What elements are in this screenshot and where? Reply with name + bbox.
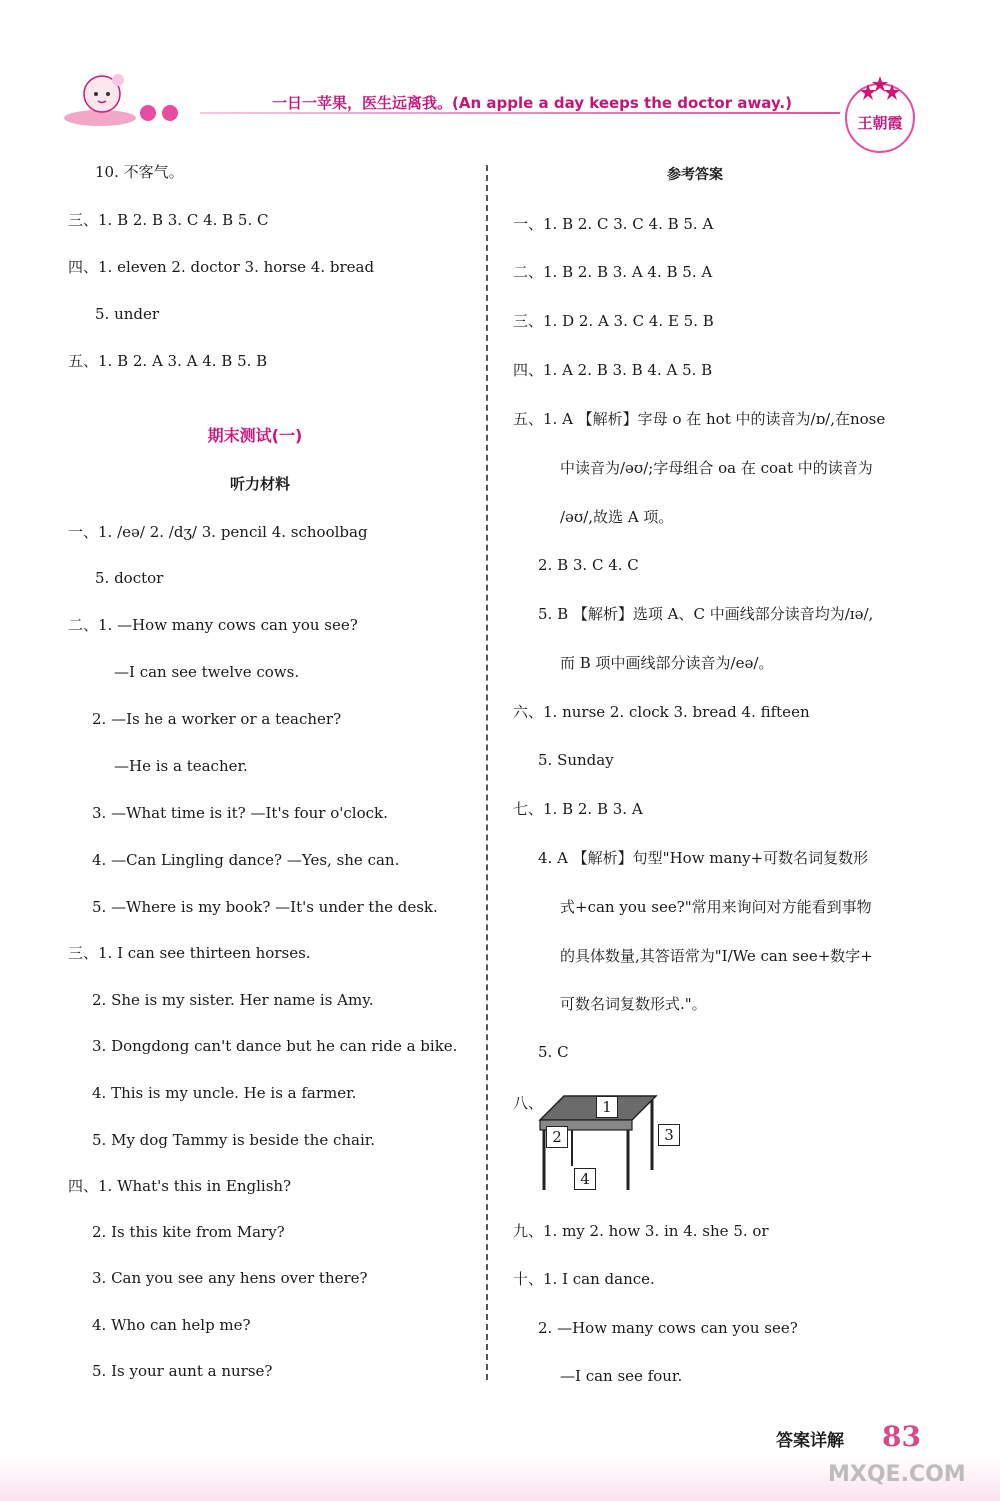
section-title: 期末测试(一) bbox=[207, 426, 303, 445]
left-line: 3. —What time is it? —It's four o'clock. bbox=[92, 804, 388, 822]
desk-figure bbox=[520, 1090, 690, 1200]
left-line: 四、1. eleven 2. doctor 3. horse 4. bread bbox=[68, 258, 375, 276]
left-line: 四、1. What's this in English? bbox=[68, 1177, 292, 1195]
left-line: 2. —Is he a worker or a teacher? bbox=[92, 710, 342, 728]
left-line: 2. Is this kite from Mary? bbox=[92, 1223, 285, 1241]
left-line: 3. Can you see any hens over there? bbox=[92, 1269, 368, 1287]
footer-label: 答案详解 bbox=[776, 1431, 844, 1451]
right-line: —I can see four. bbox=[560, 1367, 683, 1385]
right-line: 五、1. A 【解析】字母 o 在 hot 中的读音为/ɒ/,在nose bbox=[513, 410, 886, 428]
left-line: 5. Is your aunt a nurse? bbox=[92, 1362, 273, 1380]
header-dots bbox=[140, 105, 184, 125]
right-line: 的具体数量,其答语常为"I/We can see+数字+ bbox=[560, 947, 873, 965]
left-line: 三、1. I can see thirteen horses. bbox=[68, 944, 311, 962]
figure-box-4: 4 bbox=[574, 1168, 596, 1190]
baby-mascot-icon bbox=[60, 70, 140, 128]
left-line: 4. Who can help me? bbox=[92, 1316, 251, 1334]
right-line: 中读音为/əʊ/;字母组合 oa 在 coat 中的读音为 bbox=[560, 459, 873, 477]
right-line: 4. A 【解析】句型"How many+可数名词复数形 bbox=[538, 849, 869, 867]
left-line: 2. She is my sister. Her name is Amy. bbox=[92, 991, 374, 1009]
left-line: 3. Dongdong can't dance but he can ride a bike. bbox=[92, 1037, 458, 1055]
right-line: 一、1. B 2. C 3. C 4. B 5. A bbox=[513, 215, 714, 233]
left-line: 10. 不客气。 bbox=[95, 163, 184, 181]
left-line: —He is a teacher. bbox=[114, 757, 248, 775]
answers-title: 参考答案 bbox=[667, 167, 723, 183]
publisher-logo bbox=[838, 72, 922, 156]
figure-box-1: 1 bbox=[596, 1096, 618, 1118]
left-line: 5. doctor bbox=[95, 569, 164, 587]
left-line: 5. under bbox=[95, 305, 160, 323]
watermark-text: MXQE.COM bbox=[828, 1462, 966, 1487]
right-line: 5. B 【解析】选项 A、C 中画线部分读音均为/ɪə/, bbox=[538, 605, 874, 623]
page-number: 83 bbox=[882, 1420, 921, 1453]
right-line: /əʊ/,故选 A 项。 bbox=[560, 508, 674, 526]
right-line: 可数名词复数形式."。 bbox=[560, 995, 707, 1013]
right-line: 2. —How many cows can you see? bbox=[538, 1319, 798, 1337]
right-line: 九、1. my 2. how 3. in 4. she 5. or bbox=[513, 1222, 769, 1240]
header-slogan: 一日一苹果，医生远离我。(An apple a day keeps the doctor away.) bbox=[272, 94, 792, 112]
left-line: 5. —Where is my book? —It's under the desk. bbox=[92, 898, 438, 916]
right-line: 八、 bbox=[513, 1094, 544, 1112]
figure-box-3: 3 bbox=[658, 1124, 680, 1146]
right-line: 2. B 3. C 4. C bbox=[538, 556, 639, 574]
right-line: 式+can you see?"常用来询问对方能看到事物 bbox=[560, 898, 872, 916]
right-line: 四、1. A 2. B 3. B 4. A 5. B bbox=[513, 361, 713, 379]
left-line: 4. This is my uncle. He is a farmer. bbox=[92, 1084, 357, 1102]
left-line: 二、1. —How many cows can you see? bbox=[68, 616, 358, 634]
right-line: 5. Sunday bbox=[538, 751, 614, 769]
page-header bbox=[0, 0, 1000, 150]
right-line: 而 B 项中画线部分读音为/eə/。 bbox=[560, 654, 774, 672]
logo-text: 王朝霞 bbox=[857, 114, 903, 132]
left-line: 4. —Can Lingling dance? —Yes, she can. bbox=[92, 851, 400, 869]
left-line: —I can see twelve cows. bbox=[114, 663, 300, 681]
left-line: 五、1. B 2. A 3. A 4. B 5. B bbox=[68, 352, 268, 370]
right-line: 六、1. nurse 2. clock 3. bread 4. fifteen bbox=[513, 703, 810, 721]
right-line: 三、1. D 2. A 3. C 4. E 5. B bbox=[513, 312, 714, 330]
left-line: 5. My dog Tammy is beside the chair. bbox=[92, 1131, 376, 1149]
column-divider bbox=[486, 165, 488, 1380]
right-line: 二、1. B 2. B 3. A 4. B 5. A bbox=[513, 263, 713, 281]
subsection-title: 听力材料 bbox=[229, 475, 290, 493]
right-line: 5. C bbox=[538, 1043, 569, 1061]
right-line: 十、1. I can dance. bbox=[513, 1270, 655, 1288]
figure-box-2: 2 bbox=[546, 1126, 568, 1148]
right-line: 七、1. B 2. B 3. A bbox=[513, 800, 643, 818]
left-line: 三、1. B 2. B 3. C 4. B 5. C bbox=[68, 211, 269, 229]
left-line: 一、1. /eə/ 2. /dʒ/ 3. pencil 4. schoolbag bbox=[68, 523, 368, 541]
